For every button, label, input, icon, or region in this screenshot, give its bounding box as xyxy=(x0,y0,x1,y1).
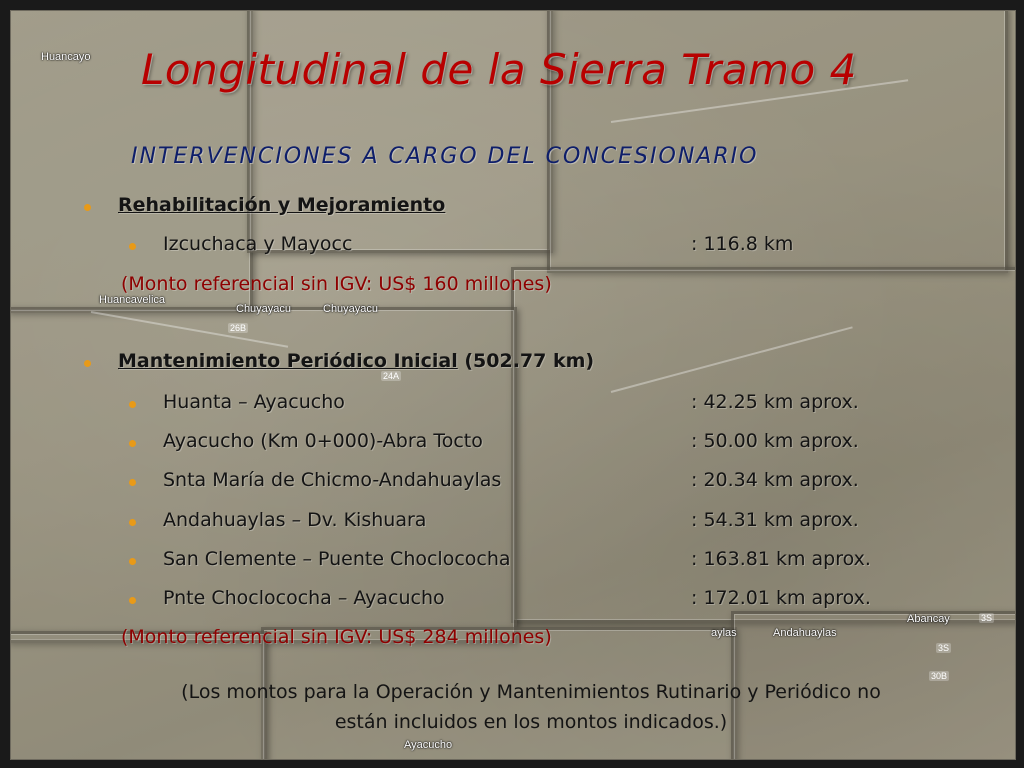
road-shield-3s: 3S xyxy=(981,613,993,623)
footnote-line2: están incluidos en los montos indicados.) xyxy=(334,711,728,733)
section2-item-name: Snta María de Chicmo-Andahuaylas xyxy=(163,469,502,491)
section2-item-value: : 20.34 km aprox. xyxy=(691,469,859,491)
section2-heading-extra: (502.77 km) xyxy=(464,350,595,372)
slide xyxy=(10,10,1016,760)
section2-item-value: : 42.25 km aprox. xyxy=(691,391,859,413)
section2-item-value: : 50.00 km aprox. xyxy=(691,430,859,452)
section2-item-name: Huanta – Ayacucho xyxy=(163,391,345,413)
map-label-ayacucho: Ayacucho xyxy=(404,739,453,751)
bullet-dot xyxy=(129,401,136,408)
section2-item-value: : 172.01 km aprox. xyxy=(691,587,871,609)
section1-item-value: : 116.8 km xyxy=(691,233,794,255)
section1-item-name: Izcuchaca y Mayocc xyxy=(163,233,353,255)
bullet-dot xyxy=(129,479,136,486)
section2-heading-row xyxy=(118,350,594,372)
section2-item-name: Andahuaylas – Dv. Kishuara xyxy=(163,509,427,531)
slide-subtitle: INTERVENCIONES A CARGO DEL CONCESIONARIO xyxy=(131,144,759,169)
section1-amount: (Monto referencial sin IGV: US$ 160 millones) xyxy=(121,273,552,295)
footnote-line1: (Los montos para la Operación y Mantenimientos Rutinario y Periódico no xyxy=(181,681,881,703)
section2-item-value: : 163.81 km aprox. xyxy=(691,548,871,570)
road-shield-3s: 3S xyxy=(938,643,950,653)
map-label-huancavelica: Huancavelica xyxy=(99,294,166,306)
map-label-huancayo: Huancayo xyxy=(41,51,91,63)
section2-item-name: Ayacucho (Km 0+000)-Abra Tocto xyxy=(163,430,483,452)
section2-heading: Mantenimiento Periódico Inicial xyxy=(118,350,458,372)
bullet-dot xyxy=(84,360,91,367)
map-label-andahuaylas: aylas xyxy=(711,627,737,639)
section2-item-name: San Clemente – Puente Choclococha xyxy=(163,548,511,570)
road-shield-30b: 30B xyxy=(931,671,948,681)
bullet-dot xyxy=(129,558,136,565)
map-label-chuyayacu: Chuyayacu xyxy=(236,303,292,315)
map-label-chuyayacu: Chuyayacu xyxy=(323,303,379,315)
section2-item-name: Pnte Choclococha – Ayacucho xyxy=(163,587,445,609)
map-label-andahuaylas: Andahuaylas xyxy=(773,627,837,639)
road-shield-26b: 26B xyxy=(230,323,247,333)
footnote xyxy=(71,677,991,737)
bullet-dot xyxy=(129,243,136,250)
bullet-dot xyxy=(129,440,136,447)
section2-amount: (Monto referencial sin IGV: US$ 284 millones) xyxy=(121,626,552,648)
section1-heading: Rehabilitación y Mejoramiento xyxy=(118,194,446,216)
slide-title: Longitudinal de la Sierra Tramo 4 xyxy=(141,45,857,94)
bullet-dot xyxy=(129,519,136,526)
bullet-dot xyxy=(84,204,91,211)
section2-item-value: : 54.31 km aprox. xyxy=(691,509,859,531)
bullet-dot xyxy=(129,597,136,604)
road-shield-24a: 24A xyxy=(383,371,400,381)
map-label-abancay: Abancay xyxy=(907,613,950,625)
